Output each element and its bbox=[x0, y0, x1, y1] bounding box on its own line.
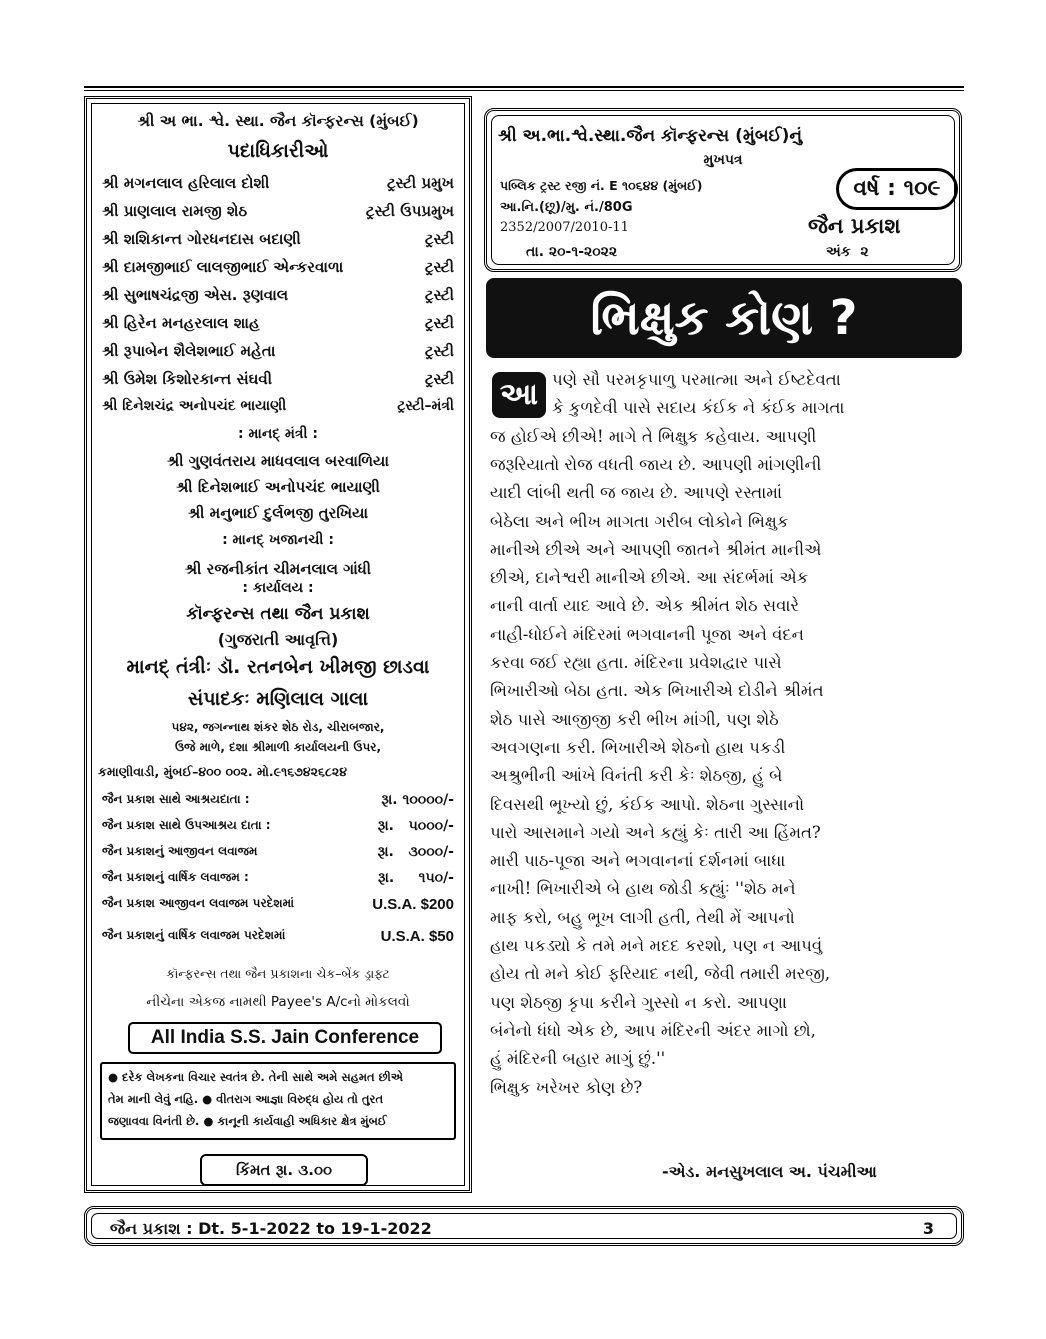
top-rule bbox=[84, 86, 964, 88]
notice-line: તેમ માની લેવું નહિ. ● વીતરાગ આજ્ઞા વિરુદ્ધ હોય તો તુરત bbox=[108, 1092, 384, 1106]
article-line: માફ કરો, બહુ ભૂખ લાગી હતી, તેથી મેં આપનો bbox=[490, 907, 795, 927]
disclaimer-notice bbox=[100, 1062, 456, 1140]
article-line: હાથ પકડ્યો કે તમે મને મદદ કરશો, પણ ન આપવું bbox=[490, 936, 823, 955]
page-number: 3 bbox=[922, 1219, 934, 1238]
drop-cap: આ bbox=[492, 372, 546, 418]
address-line: ઉજે માળે, દશા શ્રીમાળી કાર્યાલયની ઉપર, bbox=[174, 740, 382, 754]
secretary-name: શ્રી મનુભાઈ દુર્લભજી તુરખિયા bbox=[187, 504, 369, 522]
article-line: અવગણના કરી. ભિખારીએ શેઠનો હાથ પકડી bbox=[490, 737, 786, 757]
issue-number: અંક ૨ bbox=[826, 244, 869, 260]
article-line: યાદી લાંબી થતી જ જાય છે. આપણે રસ્તામાં bbox=[490, 483, 782, 503]
trustee-row: શ્રી મગનલાલ હરિલાલ દોશી ટ્રસ્ટી પ્રમુખ bbox=[102, 174, 454, 192]
left-column bbox=[84, 96, 472, 1193]
article-line: અશ્રુભીની આંખે વિનંતી કરી કેઃ શેઠજી, હું બે bbox=[490, 766, 783, 786]
year-badge: વર્ષ : ૧૦૯ bbox=[836, 168, 958, 210]
treasurer-label: : માનદ્ ખજાનચી : bbox=[222, 532, 334, 548]
article-line: હું મંદિરની બહાર માગું છું.'' bbox=[490, 1049, 666, 1069]
cheque-note: કૉન્ફરન્સ તથા જૈન પ્રકાશના ચેક–બેંક ડ્રાફ્ટ bbox=[166, 966, 390, 981]
article-line: કરવા જઈ રહ્યા હતા. મંદિરના પ્રવેશદ્વાર પાસે bbox=[490, 653, 782, 672]
article-line: નાની વાર્તા યાદ આવે છે. એક શ્રીમંત શેઠ સવારે bbox=[490, 596, 800, 616]
price-box: કિંમત રૂા. ૩.૦૦ bbox=[200, 1154, 368, 1186]
fee-row: જૈન પ્રકાશનું વાર્ષિક લવાજમ પરદેશમાં U.S.A. $50 bbox=[102, 928, 454, 945]
issue-date: તા. ૨૦-૧-૨૦૨૨ bbox=[526, 244, 618, 260]
fee-row: જૈન પ્રકાશનું વાર્ષિક લવાજમ : રૂા. ૧૫૦/- bbox=[102, 870, 454, 886]
footer-inner bbox=[91, 1213, 957, 1239]
trustee-row: શ્રી દામજીભાઈ લાલજીભાઈ એન્કરવાળા ટ્રસ્ટી bbox=[102, 258, 454, 276]
editor: સંપાદકઃ મણિલાલ ગાલા bbox=[187, 688, 369, 710]
article-line: માનીએ છીએ અને આપણી જાતને શ્રીમંત માનીએ bbox=[490, 539, 822, 559]
trustee-row: શ્રી શશિકાન્ત ગોરધનદાસ બદાણી ટ્રસ્ટી bbox=[102, 230, 454, 248]
article-line: દિવસથી ભૂખ્યો છું, કંઈક આપો. શેઠના ગુસ્સાનો bbox=[490, 794, 805, 814]
secretary-name: શ્રી દિનેશભાઈ અનોપચંદ ભાયાણી bbox=[176, 478, 380, 496]
article-line: મારી પાઠ-પૂજા અને ભગવાનનાં દર્શનમાં બાધા bbox=[490, 851, 786, 871]
article-line: નાહી-ધોઈને મંદિરમાં ભગવાનની પૂજા અને વંદન bbox=[490, 624, 804, 644]
trustee-row: શ્રી રૂપાબેન શૈલેશભાઈ મહેતા ટ્રસ્ટી bbox=[102, 342, 454, 360]
article-line: બંનેનો ધંધો એક છે, આપ મંદિરની અંદર માગો છો, bbox=[490, 1020, 816, 1040]
masthead-box bbox=[484, 108, 962, 272]
left-column-inner bbox=[91, 103, 465, 1186]
fee-row: જૈન પ્રકાશ સાથે આશ્રયદાતા : રૂા. ૧૦૦૦૦/- bbox=[102, 792, 454, 808]
office-bearers-heading: પદાધિકારીઓ bbox=[227, 140, 329, 162]
article-line: બેઠેલા અને ભીખ માગતા ગરીબ લોકોને ભિક્ષુક bbox=[490, 511, 789, 531]
article-title-banner: ભિક્ષુક કોણ ? bbox=[486, 278, 962, 358]
fee-row: જૈન પ્રકાશ આજીવન લવાજમ પરદેશમાં U.S.A. $200 bbox=[102, 896, 454, 913]
trust-registration: પબ્લિક ટ્રસ્ટ રજી નં. E ૧૦૬૪૪ (મુંબઈ) bbox=[500, 178, 703, 193]
footer-bar bbox=[84, 1206, 964, 1246]
address-line: કમાણીવાડી, મુંબઈ–૪૦૦ ૦૦૨. મો.૯૧૬૭૪૨૬૮૨૪ bbox=[98, 764, 347, 779]
office-name: કૉન્ફરન્સ તથા જૈન પ્રકાશ bbox=[186, 604, 370, 624]
office-label: : કાર્યાલય : bbox=[242, 580, 314, 596]
fee-row: જૈન પ્રકાશનું આજીવન લવાજમ રૂા. ૩૦૦૦/- bbox=[102, 844, 454, 860]
footer-text: જૈન પ્રકાશ : Dt. 5-1-2022 to 19-1-2022 bbox=[110, 1219, 432, 1238]
article-line: પણે સૌ પરમકૃપાળુ પરમાત્મા અને ઈષ્ટદેવતા bbox=[552, 370, 841, 389]
trustee-row: શ્રી દિનેશચંદ્ર અનોપચંદ ભાયાણી ટ્રસ્ટી–મંત્રી bbox=[102, 398, 454, 414]
article-line: છીએ, દાનેશ્વરી માનીએ છીએ. આ સંદર્ભમાં એક bbox=[490, 568, 809, 588]
article-line: જરૂરિયાતો રોજ વધતી જાય છે. આપણી માંગણીની bbox=[490, 454, 822, 474]
address-line: ૫૪૨, જગન્નાથ શંકર શેઠ રોડ, ચીરાબજાર, bbox=[171, 720, 385, 734]
hon-editor: માનદ્ તંત્રીઃ ડૉ. રતનબેન ખીમજી છાડવા bbox=[126, 656, 430, 678]
trustee-row: શ્રી પ્રાણલાલ રામજી શેઠ ટ્રસ્ટી ઉપપ્રમુખ bbox=[102, 202, 454, 220]
postal-registration: આ.નિ.(છૂ)/મુ. નં./80G bbox=[500, 200, 633, 215]
edition: (ગુજરાતી આવૃત્તિ) bbox=[217, 630, 339, 649]
notice-line: ● દરેક લેખકના વિચાર સ્વતંત્ર છે. તેની સાથે અમે સહમત છીએ bbox=[108, 1070, 403, 1084]
article-line: ભિખારીઓ બેઠા હતા. એક ભિખારીએ દોડીને શ્રીમંત bbox=[490, 681, 824, 701]
top-rule-thin bbox=[84, 90, 964, 91]
trustee-row: શ્રી ઉમેશ કિશોરકાન્ત સંઘવી ટ્રસ્ટી bbox=[102, 370, 454, 388]
secretary-name: શ્રી ગુણવંતરાય માધવલાલ બરવાળિયા bbox=[166, 452, 390, 470]
notice-line: જણાવવા વિનંતી છે. ● કાનૂની કાર્યવાહી અધિકાર ક્ષેત્ર મુંબઈ bbox=[108, 1114, 387, 1128]
masthead-mouthpiece: મુખપત્ર bbox=[703, 152, 743, 168]
trustee-row: શ્રી સુભાષચંદ્રજી એસ. રૂણવાલ ટ્રસ્ટી bbox=[102, 286, 454, 304]
article-line: હોય તો મને કોઈ ફરિયાદ નથી, જેવી તમારી મરજી, bbox=[490, 964, 831, 984]
article-line: શેઠ પાસે આજીજી કરી ભીખ માંગી, પણ શેઠે bbox=[490, 709, 779, 729]
article-line: જ હોઈએ છીએ! માગે તે ભિક્ષુક કહેવાય. આપણી bbox=[490, 426, 817, 446]
masthead-org: શ્રી અ.ભા.શ્વે.સ્થા.જૈન કૉન્ફરન્સ (મુંબઈ)નું bbox=[498, 126, 803, 146]
article-line: પારો આસમાને ગયો અને કહ્યું કેઃ તારી આ હિંમત? bbox=[490, 822, 821, 842]
article-line: કે કુળદેવી પાસે સદાય કંઈક ને કંઈક માગતા bbox=[552, 398, 845, 418]
trustee-row: શ્રી હિરેન મનહરલાલ શાહ ટ્રસ્ટી bbox=[102, 314, 454, 332]
treasurer-name: શ્રી રજનીકાંત ચીમનલાલ ગાંધી bbox=[184, 560, 372, 578]
fee-row: જૈન પ્રકાશ સાથે ઉપઆશ્રય દાતા : રૂા. ૫૦૦૦/- bbox=[102, 818, 454, 834]
payee-note: નીચેના એકજ નામથી Payee's A/cનો મોકલવો bbox=[146, 994, 410, 1010]
payee-name-box: All India S.S. Jain Conference bbox=[128, 1022, 442, 1054]
registration-number: 2352/2007/2010-11 bbox=[500, 220, 629, 235]
masthead-inner bbox=[491, 115, 955, 265]
article-line: નાખી! ભિખારીએ બે હાથ જોડી કહ્યુંઃ ''શેઠ મને bbox=[490, 879, 796, 899]
hon-secretary-label: : માનદ્ મંત્રી : bbox=[238, 426, 318, 442]
article-author: -એડ. મનસુખલાલ અ. પંચમીઆ bbox=[662, 1162, 877, 1181]
org-title: શ્રી અ ભા. શ્વે. સ્થા. જૈન કૉન્ફરન્સ (મુંબઈ) bbox=[137, 112, 419, 130]
article-line: ભિક્ષુક ખરેખર કોણ છે? bbox=[490, 1077, 643, 1097]
article-line: પણ શેઠજી કૃપા કરીને ગુસ્સો ન કરો. આપણા bbox=[490, 992, 787, 1012]
paper-name: જૈન પ્રકાશ bbox=[808, 214, 901, 238]
